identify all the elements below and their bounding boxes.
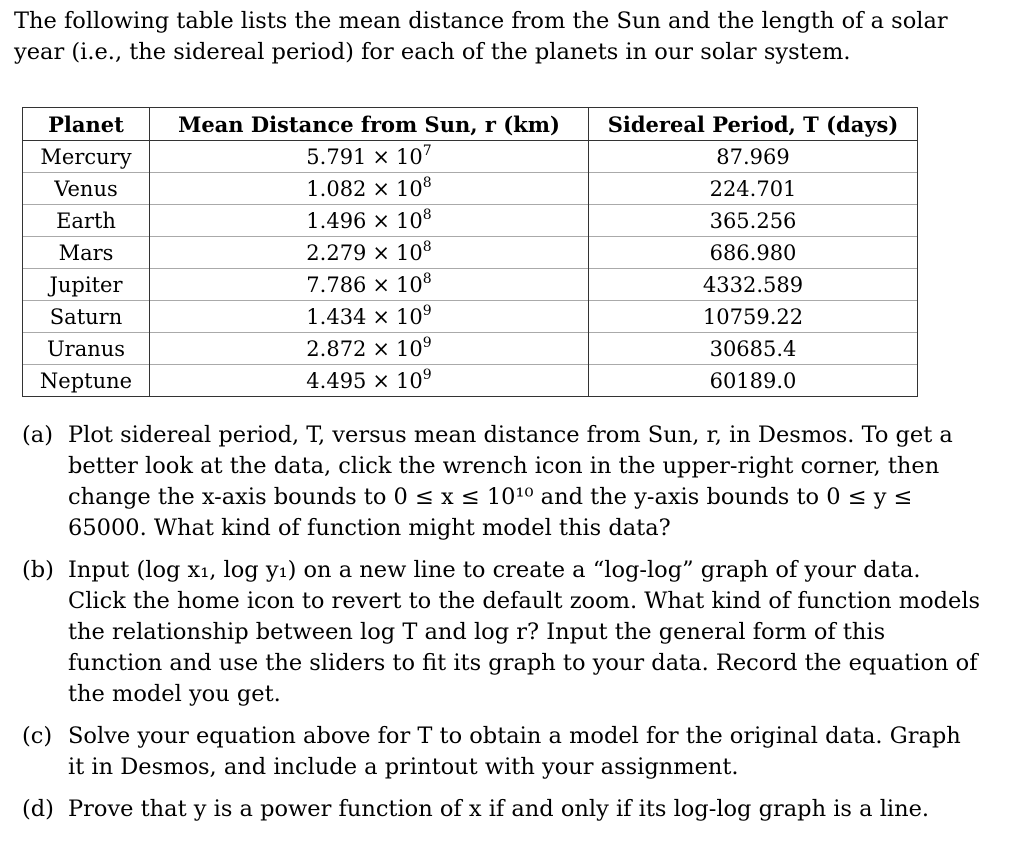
distance-exponent: 7 (422, 142, 432, 159)
question-part (22, 721, 982, 783)
part-label: (c) (22, 723, 53, 749)
times-sign: × (372, 144, 391, 169)
header-planet: Planet (23, 108, 150, 141)
cell-planet: Earth (23, 205, 150, 237)
power-base: 10 (396, 176, 423, 201)
cell-planet: Mars (23, 237, 150, 269)
power-base: 10 (396, 240, 423, 265)
distance-mantissa: 2.279 (306, 240, 367, 265)
cell-sidereal-period: 686.980 (589, 237, 918, 269)
part-text: Solve your equation above for T to obtain a model for the original data. Graph it in Desmos, and include a printout with your assignment. (68, 723, 961, 780)
cell-mean-distance (150, 333, 589, 365)
cell-planet: Neptune (23, 365, 150, 397)
power-base: 10 (396, 368, 423, 393)
power-base: 10 (396, 144, 423, 169)
table-row (23, 237, 918, 269)
question-part (22, 794, 982, 825)
distance-mantissa: 7.786 (306, 272, 367, 297)
cell-sidereal-period: 365.256 (589, 205, 918, 237)
cell-planet: Uranus (23, 333, 150, 365)
distance-exponent: 9 (422, 366, 432, 383)
cell-planet: Saturn (23, 301, 150, 333)
cell-sidereal-period: 30685.4 (589, 333, 918, 365)
distance-exponent: 8 (422, 270, 432, 287)
cell-sidereal-period: 10759.22 (589, 301, 918, 333)
distance-mantissa: 1.434 (306, 304, 367, 329)
part-text: Prove that y is a power function of x if and only if its log-log graph is a line. (68, 796, 930, 822)
cell-mean-distance (150, 365, 589, 397)
times-sign: × (372, 208, 391, 233)
times-sign: × (372, 336, 391, 361)
table-row (23, 365, 918, 397)
table-body (23, 141, 918, 397)
table-row (23, 269, 918, 301)
cell-mean-distance (150, 301, 589, 333)
distance-mantissa: 1.082 (306, 176, 367, 201)
distance-mantissa: 5.791 (306, 144, 367, 169)
part-label: (b) (22, 557, 54, 583)
cell-planet: Mercury (23, 141, 150, 173)
table-row (23, 333, 918, 365)
part-text: Input (log x₁, log y₁) on a new line to create a “log-log” graph of your data. Click the home icon to revert to the default zoom. What kind of function models the relationship between log T and log r? Input the general form of this function and use the sliders to fit its graph to your data. Record the equation of the model you get. (68, 557, 981, 707)
power-base: 10 (396, 272, 423, 297)
intro-paragraph: The following table lists the mean distance from the Sun and the length of a solar year (i.e., the sidereal period) for each of the planets in our solar system. (14, 8, 948, 65)
distance-mantissa: 4.495 (306, 368, 367, 393)
distance-mantissa: 1.496 (306, 208, 367, 233)
cell-mean-distance (150, 269, 589, 301)
question-parts (22, 420, 982, 836)
header-sidereal-period: Sidereal Period, T (days) (589, 108, 918, 141)
table-row (23, 141, 918, 173)
cell-mean-distance (150, 173, 589, 205)
times-sign: × (372, 240, 391, 265)
distance-exponent: 8 (422, 174, 432, 191)
cell-sidereal-period: 224.701 (589, 173, 918, 205)
cell-mean-distance (150, 205, 589, 237)
cell-sidereal-period: 60189.0 (589, 365, 918, 397)
power-base: 10 (396, 336, 423, 361)
part-label: (d) (22, 796, 54, 822)
times-sign: × (372, 368, 391, 393)
part-text: Plot sidereal period, T, versus mean distance from Sun, r, in Desmos. To get a better look at the data, click the wrench icon in the upper-right corner, then change the x-axis bounds to 0 ≤ x ≤ 10¹⁰ and the y-axis bounds to 0 ≤ y ≤ 65000. What kind of function might model this data? (68, 422, 953, 541)
part-label: (a) (22, 422, 53, 448)
planet-table (22, 107, 918, 397)
power-base: 10 (396, 304, 423, 329)
distance-exponent: 8 (422, 206, 432, 223)
cell-planet: Venus (23, 173, 150, 205)
cell-sidereal-period: 87.969 (589, 141, 918, 173)
distance-exponent: 8 (422, 238, 432, 255)
power-base: 10 (396, 208, 423, 233)
times-sign: × (372, 272, 391, 297)
table-row (23, 205, 918, 237)
table-row (23, 301, 918, 333)
distance-mantissa: 2.872 (306, 336, 367, 361)
cell-mean-distance (150, 237, 589, 269)
distance-exponent: 9 (422, 334, 432, 351)
cell-sidereal-period: 4332.589 (589, 269, 918, 301)
table-header-row (23, 108, 918, 141)
times-sign: × (372, 304, 391, 329)
table-row (23, 173, 918, 205)
distance-exponent: 9 (422, 302, 432, 319)
cell-planet: Jupiter (23, 269, 150, 301)
question-part (22, 555, 982, 710)
times-sign: × (372, 176, 391, 201)
header-mean-distance: Mean Distance from Sun, r (km) (150, 108, 589, 141)
cell-mean-distance (150, 141, 589, 173)
question-part (22, 420, 982, 544)
